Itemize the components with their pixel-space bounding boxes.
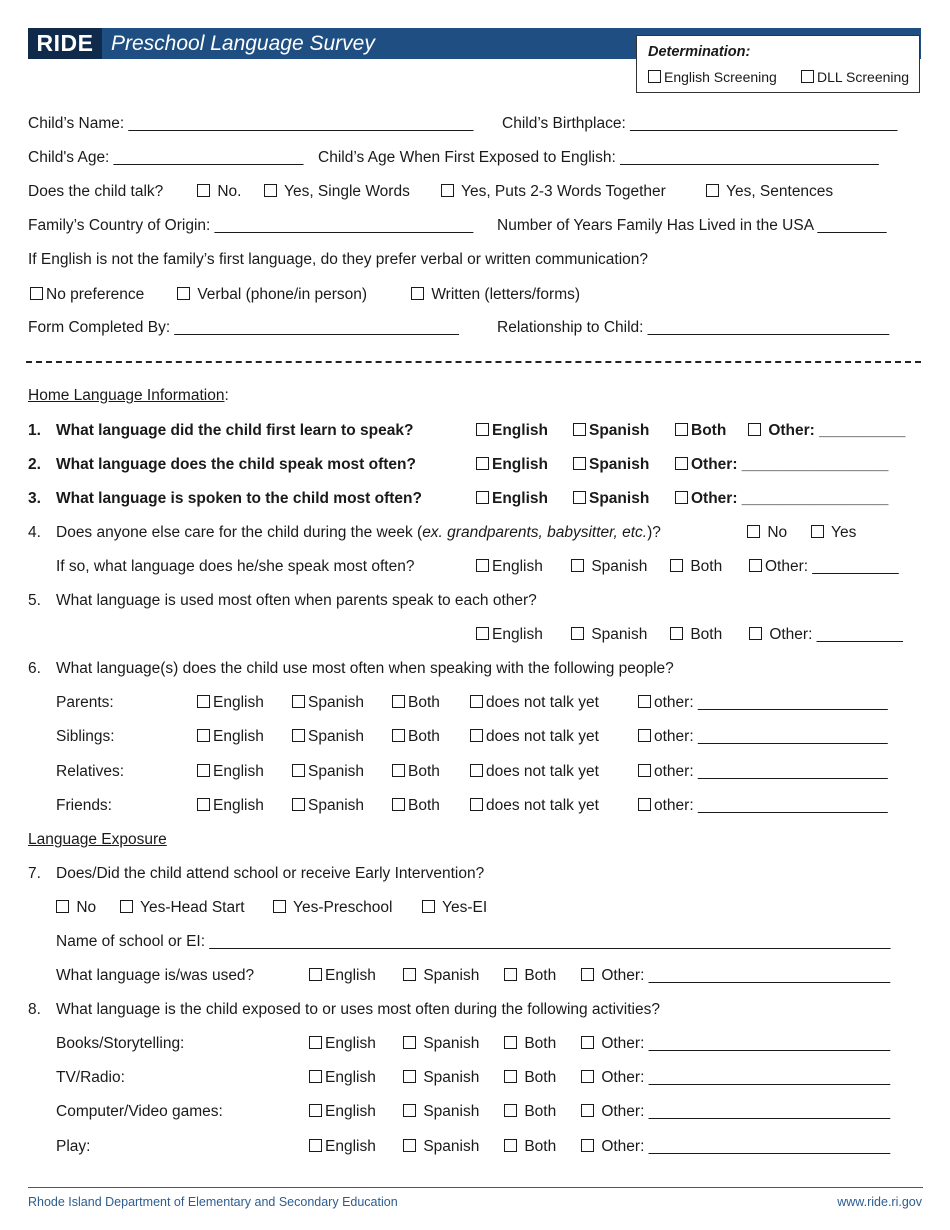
q2-spanish[interactable]: Spanish	[573, 456, 649, 474]
talk-option-2-3[interactable]: Yes, Puts 2-3 Words Together	[441, 183, 666, 201]
q6-not-talk[interactable]: does not talk yet	[470, 797, 599, 815]
q3-english[interactable]: English	[476, 490, 548, 508]
q7-no[interactable]: No	[56, 899, 96, 917]
q8-english[interactable]: English	[309, 1035, 376, 1053]
pref-option-written[interactable]: Written (letters/forms)	[411, 286, 580, 304]
talk-question: Does the child talk?	[28, 183, 164, 200]
birthplace-field[interactable]: Child’s Birthplace: _______________________________	[502, 115, 898, 132]
q6-text: What language(s) does the child use most often when speaking with the following people?	[56, 660, 674, 677]
q8-row-label: Books/Storytelling:	[56, 1035, 185, 1052]
q6-spanish[interactable]: Spanish	[292, 797, 364, 815]
dll-screening-option[interactable]: DLL Screening	[801, 69, 909, 85]
q7-language-question: What language is/was used?	[56, 967, 255, 984]
q6-spanish[interactable]: Spanish	[292, 763, 364, 781]
q8-row-label: Play:	[56, 1138, 91, 1155]
q1-number: 1.	[28, 422, 41, 439]
q1-spanish[interactable]: Spanish	[573, 422, 649, 440]
q3-number: 3.	[28, 490, 41, 507]
q6-english[interactable]: English	[197, 694, 264, 712]
q5-other[interactable]: Other: __________	[749, 626, 903, 644]
q6-not-talk[interactable]: does not talk yet	[470, 763, 599, 781]
pref-option-verbal[interactable]: Verbal (phone/in person)	[177, 286, 367, 304]
q3-other[interactable]: Other: _________________	[675, 490, 888, 508]
q6-both[interactable]: Both	[392, 694, 440, 712]
q8-both[interactable]: Both	[504, 1069, 556, 1087]
q6-both[interactable]: Both	[392, 763, 440, 781]
english-screening-option[interactable]: English Screening	[648, 69, 777, 85]
q6-row-label: Friends:	[56, 797, 112, 814]
q8-other[interactable]: Other: ____________________________	[581, 1035, 890, 1053]
pref-option-none[interactable]: No preference	[30, 286, 144, 304]
preference-question: If English is not the family’s first language, do they prefer verbal or written communication?	[28, 251, 649, 268]
q6-other[interactable]: other: ______________________	[638, 728, 888, 746]
q8-other[interactable]: Other: ____________________________	[581, 1069, 890, 1087]
checkbox[interactable]	[801, 70, 814, 83]
q4-sub-spanish[interactable]: Spanish	[571, 558, 647, 576]
q4-sub-text: If so, what language does he/she speak most often?	[56, 558, 415, 575]
q6-english[interactable]: English	[197, 763, 264, 781]
q8-spanish[interactable]: Spanish	[403, 1103, 479, 1121]
q7-lang-other[interactable]: Other: ____________________________	[581, 967, 890, 985]
q7-preschool[interactable]: Yes-Preschool	[273, 899, 392, 917]
q6-row-label: Parents:	[56, 694, 114, 711]
page-title: Preschool Language Survey	[111, 32, 375, 55]
determination-box	[636, 35, 920, 93]
q7-head-start[interactable]: Yes-Head Start	[120, 899, 245, 917]
q8-row-label: Computer/Video games:	[56, 1103, 223, 1120]
q8-spanish[interactable]: Spanish	[403, 1035, 479, 1053]
q1-both[interactable]: Both	[675, 422, 726, 440]
q1-text: What language did the child first learn to speak?	[56, 422, 414, 439]
q7-number: 7.	[28, 865, 41, 882]
q7-lang-spanish[interactable]: Spanish	[403, 967, 479, 985]
determination-title: Determination:	[648, 44, 751, 60]
school-name-field[interactable]: Name of school or EI: _______________________________________________________________________________	[56, 933, 891, 950]
q4-sub-other[interactable]: Other: __________	[749, 558, 899, 576]
q4-no[interactable]: No	[747, 524, 787, 542]
q8-row-label: TV/Radio:	[56, 1069, 125, 1086]
q1-english[interactable]: English	[476, 422, 548, 440]
q6-both[interactable]: Both	[392, 797, 440, 815]
q4-sub-english[interactable]: English	[476, 558, 543, 576]
ride-logo: RIDE	[28, 28, 102, 59]
q5-text: What language is used most often when parents speak to each other?	[56, 592, 537, 609]
q4-sub-both[interactable]: Both	[670, 558, 722, 576]
years-field[interactable]: Number of Years Family Has Lived in the USA ________	[497, 217, 887, 234]
q2-number: 2.	[28, 456, 41, 473]
q8-spanish[interactable]: Spanish	[403, 1069, 479, 1087]
q6-not-talk[interactable]: does not talk yet	[470, 694, 599, 712]
q8-english[interactable]: English	[309, 1138, 376, 1156]
q2-other[interactable]: Other: _________________	[675, 456, 888, 474]
child-name-field[interactable]: Child’s Name: ________________________________________	[28, 115, 474, 132]
q1-other[interactable]: Other: __________	[748, 422, 905, 440]
q6-spanish[interactable]: Spanish	[292, 694, 364, 712]
q6-other[interactable]: other: ______________________	[638, 763, 888, 781]
q4-yes[interactable]: Yes	[811, 524, 856, 542]
q8-other[interactable]: Other: ____________________________	[581, 1103, 890, 1121]
footer-department: Rhode Island Department of Elementary and Secondary Education	[28, 1195, 398, 1209]
age-exposed-field[interactable]: Child’s Age When First Exposed to English: ______________________________	[318, 149, 879, 166]
q8-number: 8.	[28, 1001, 41, 1018]
relationship-field[interactable]: Relationship to Child: ____________________________	[497, 319, 890, 336]
q8-both[interactable]: Both	[504, 1035, 556, 1053]
footer-website-link[interactable]: www.ride.ri.gov	[837, 1195, 922, 1209]
q5-english[interactable]: English	[476, 626, 543, 644]
talk-option-no[interactable]: No.	[197, 183, 241, 201]
q7-lang-both[interactable]: Both	[504, 967, 556, 985]
language-exposure-heading: Language Exposure	[28, 831, 167, 848]
q6-not-talk[interactable]: does not talk yet	[470, 728, 599, 746]
q8-english[interactable]: English	[309, 1069, 376, 1087]
footer-divider	[28, 1187, 923, 1188]
q6-other[interactable]: other: ______________________	[638, 797, 888, 815]
q7-text: Does/Did the child attend school or receive Early Intervention?	[56, 865, 485, 882]
child-age-field[interactable]: Child's Age: ______________________	[28, 149, 304, 166]
q8-text: What language is the child exposed to or uses most often during the following activities?	[56, 1001, 660, 1018]
q2-english[interactable]: English	[476, 456, 548, 474]
q6-row-label: Relatives:	[56, 763, 125, 780]
q6-both[interactable]: Both	[392, 728, 440, 746]
section-divider	[26, 361, 921, 363]
talk-option-sentences[interactable]: Yes, Sentences	[706, 183, 833, 201]
q6-row-label: Siblings:	[56, 728, 115, 745]
q6-english[interactable]: English	[197, 797, 264, 815]
q8-spanish[interactable]: Spanish	[403, 1138, 479, 1156]
q6-number: 6.	[28, 660, 41, 677]
q4-number: 4.	[28, 524, 41, 541]
q3-spanish[interactable]: Spanish	[573, 490, 649, 508]
completed-by-field[interactable]: Form Completed By: _________________________________	[28, 319, 459, 336]
q8-english[interactable]: English	[309, 1103, 376, 1121]
q5-both[interactable]: Both	[670, 626, 722, 644]
country-field[interactable]: Family’s Country of Origin: ______________________________	[28, 217, 474, 234]
q8-other[interactable]: Other: ____________________________	[581, 1138, 890, 1156]
q3-text: What language is spoken to the child most often?	[56, 490, 422, 507]
q2-text: What language does the child speak most often?	[56, 456, 416, 473]
q4-text: Does anyone else care for the child during the week (ex. grandparents, babysitter, etc.)?	[56, 524, 661, 541]
q5-number: 5.	[28, 592, 41, 609]
checkbox[interactable]	[648, 70, 661, 83]
q7-ei[interactable]: Yes-EI	[422, 899, 487, 917]
q6-spanish[interactable]: Spanish	[292, 728, 364, 746]
q8-both[interactable]: Both	[504, 1138, 556, 1156]
talk-option-single[interactable]: Yes, Single Words	[264, 183, 410, 201]
home-language-heading: Home Language Information:	[28, 387, 229, 404]
q7-lang-english[interactable]: English	[309, 967, 376, 985]
q8-both[interactable]: Both	[504, 1103, 556, 1121]
q6-english[interactable]: English	[197, 728, 264, 746]
q5-spanish[interactable]: Spanish	[571, 626, 647, 644]
q6-other[interactable]: other: ______________________	[638, 694, 888, 712]
